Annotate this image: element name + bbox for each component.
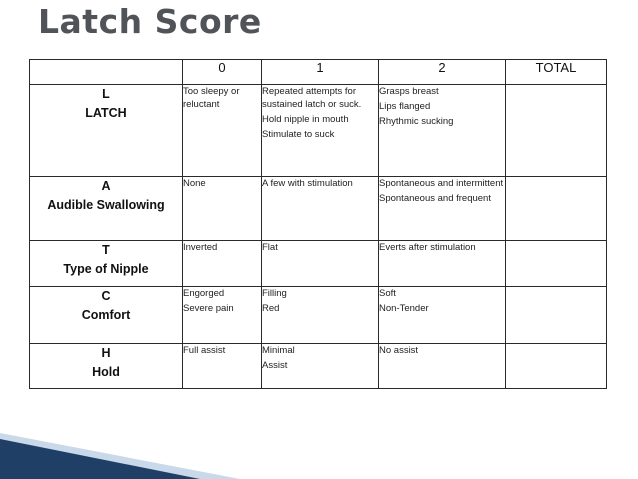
- cell-text: Engorged: [183, 288, 225, 299]
- cell-text: Soft: [379, 288, 396, 299]
- cell-text: A few with stimulation: [262, 178, 353, 189]
- score-0-cell: [183, 344, 262, 389]
- row-header-hold: [30, 344, 183, 389]
- table-row: [30, 241, 607, 287]
- row-header-comfort: [30, 287, 183, 344]
- row-letter: H: [101, 346, 111, 360]
- cell-text: Stimulate to suck: [262, 129, 335, 140]
- score-2-cell: [379, 344, 506, 389]
- table-row: [30, 177, 607, 241]
- table-row: [30, 344, 607, 389]
- total-cell: [506, 287, 607, 344]
- header-blank-cell: [30, 60, 183, 85]
- header-row: [30, 60, 607, 85]
- total-cell: [506, 177, 607, 241]
- row-header-latch: [30, 85, 183, 177]
- cell-text: Full assist: [183, 345, 226, 356]
- row-label: Type of Nipple: [63, 262, 149, 276]
- decorative-dark-swoosh: [0, 389, 200, 479]
- cell-text: Spontaneous and frequent: [379, 193, 491, 204]
- cell-text: Minimal: [262, 345, 295, 356]
- cell-text: Flat: [262, 242, 278, 253]
- score-0-cell: [183, 85, 262, 177]
- cell-text: Spontaneous and intermittent: [379, 178, 504, 189]
- score-2-cell: [379, 241, 506, 287]
- score-0-cell: [183, 287, 262, 344]
- row-header-type-of-nipple: [30, 241, 183, 287]
- score-1-cell: [262, 344, 379, 389]
- score-2-cell: [379, 177, 506, 241]
- cell-text: Rhythmic sucking: [379, 116, 454, 127]
- cell-text: Grasps breast: [379, 86, 439, 97]
- row-letter: T: [102, 243, 110, 257]
- latch-score-table: [29, 59, 607, 389]
- table-row: [30, 287, 607, 344]
- cell-text: Severe pain: [183, 303, 234, 314]
- cell-text: Everts after stimulation: [379, 242, 476, 253]
- cell-text: Inverted: [183, 242, 218, 253]
- score-0-cell: [183, 177, 262, 241]
- score-1-cell: [262, 241, 379, 287]
- score-1-cell: [262, 287, 379, 344]
- row-label: LATCH: [85, 106, 127, 120]
- header-total: TOTAL: [506, 60, 607, 85]
- slide-title: Latch Score: [38, 2, 262, 41]
- cell-text: Filling: [262, 288, 287, 299]
- row-letter: L: [102, 87, 110, 101]
- score-2-cell: [379, 287, 506, 344]
- row-letter: C: [101, 289, 111, 303]
- header-score-0: 0: [183, 60, 262, 85]
- cell-text: No assist: [379, 345, 419, 356]
- score-2-cell: [379, 85, 506, 177]
- row-header-audible-swallowing: [30, 177, 183, 241]
- header-score-2: 2: [379, 60, 506, 85]
- cell-text: Hold nipple in mouth: [262, 114, 349, 125]
- cell-text: Repeated attempts for sustained latch or suck.: [262, 86, 362, 110]
- row-label: Comfort: [81, 308, 131, 322]
- cell-text: Lips flanged: [379, 101, 431, 112]
- row-letter: A: [101, 179, 111, 193]
- table-row: [30, 85, 607, 177]
- total-cell: [506, 85, 607, 177]
- row-label: Audible Swallowing: [47, 198, 165, 212]
- total-cell: [506, 241, 607, 287]
- header-score-1: 1: [262, 60, 379, 85]
- score-1-cell: [262, 85, 379, 177]
- cell-text: Red: [262, 303, 280, 314]
- cell-text: Non-Tender: [379, 303, 429, 314]
- cell-text: None: [183, 178, 206, 189]
- score-1-cell: [262, 177, 379, 241]
- row-label: Hold: [92, 365, 120, 379]
- total-cell: [506, 344, 607, 389]
- score-0-cell: [183, 241, 262, 287]
- cell-text: Too sleepy or reluctant: [183, 86, 240, 110]
- cell-text: Assist: [262, 360, 288, 371]
